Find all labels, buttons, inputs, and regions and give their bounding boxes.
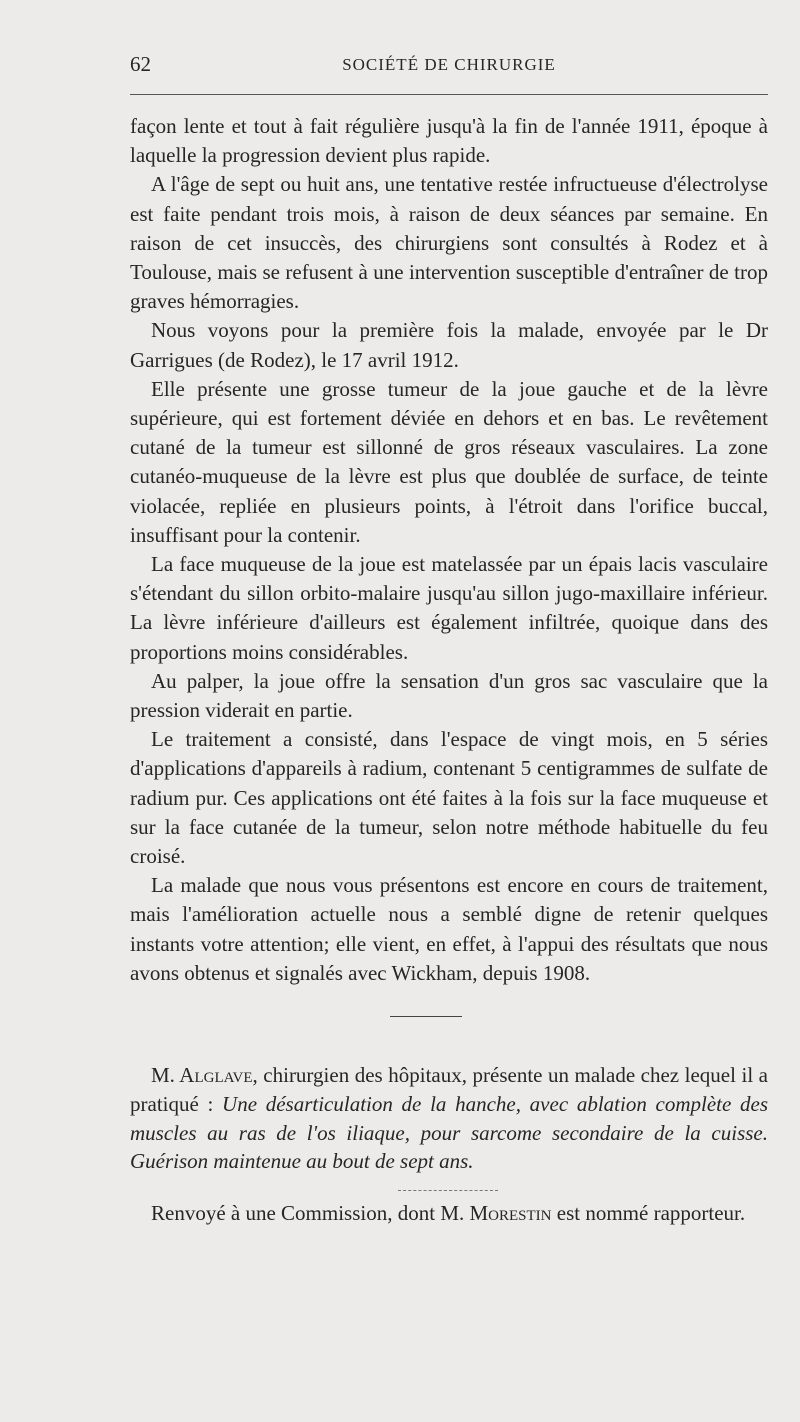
referral-paragraph <box>130 1199 768 1228</box>
paragraph: Le traitement a consisté, dans l'espace de vingt mois, en 5 séries d'applications d'appareils à radium, contenant 5 centigrammes de sulfate de radium pur. Ces applications ont été faites à la fois sur la face muqueuse et sur la face cutanée de la tumeur, selon notre méthode habituelle du feu croisé. <box>130 727 768 869</box>
running-head <box>130 52 768 80</box>
running-title: SOCIÉTÉ DE CHIRURGIE <box>342 55 556 74</box>
communication-section <box>130 1061 768 1228</box>
communication-paragraph <box>130 1061 768 1176</box>
paragraph: Elle présente une grosse tumeur de la joue gauche et de la lèvre supérieure, qui est fortement déviée en dehors et en bas. Le revêtement cutané de la tumeur est sillonné de gros réseaux vasculaires. La zone cutanéo-muqueuse de la lèvre est plus que doublée de surface, de teinte violacée, repliée en plusieurs points, à l'étroit dans l'orifice buccal, insuffisant pour la contenir. <box>130 376 768 547</box>
paragraph: La face muqueuse de la joue est matelassée par un épais lacis vasculaire s'étendant du sillon orbito-malaire jusqu'au sillon jugo-maxillaire inférieur. La lèvre inférieure d'ailleurs est également infiltrée, quoique dans des proportions moins considérables. <box>130 552 768 664</box>
section-separator <box>390 1016 462 1017</box>
rapporteur-name: Morestin <box>469 1201 552 1226</box>
paragraph: façon lente et tout à fait régulière jusqu'à la fin de l'année 1911, époque à laquelle la progression devient plus rapide. <box>130 114 768 168</box>
communication-title: Une désarticulation de la hanche, avec ablation complète des muscles au ras de l'os iliaque, pour sarcome secondaire de la cuisse. Guérison maintenue au bout de sept ans. <box>130 1091 769 1174</box>
referral-prefix: Renvoyé à une Commission, dont M. <box>151 1201 470 1226</box>
paragraph: A l'âge de sept ou huit ans, une tentative restée infructueuse d'électrolyse est faite pendant trois mois, à raison de deux séances par semaine. En raison de cet insuccès, des chirurgiens sont consultés à Rodez et à Toulouse, mais se refusent à une intervention susceptible d'entraîner de trop graves hémorragies. <box>130 172 768 314</box>
body-text <box>130 112 768 988</box>
paragraph: Nous voyons pour la première fois la malade, envoyée par le Dr Garrigues (de Rodez), le 17 avril 1912. <box>130 318 768 372</box>
end-rule <box>398 1190 498 1191</box>
header-rule <box>130 94 768 95</box>
presenter-name: M. Alglave <box>151 1063 253 1087</box>
presenter-role: , chirurgien des hôpitaux, présente un malade chez lequel il a pratiqué : <box>130 1063 768 1116</box>
referral-suffix: est nommé rapporteur. <box>551 1201 746 1226</box>
paragraph: La malade que nous vous présentons est encore en cours de traitement, mais l'amélioration actuelle nous a semblé digne de retenir quelques instants votre attention; elle vient, en effet, à l'appui des résultats que nous avons obtenus et signalés avec Wickham, depuis 1908. <box>130 873 768 985</box>
page-number: 62 <box>130 52 151 76</box>
paragraph: Au palper, la joue offre la sensation d'un gros sac vasculaire que la pression viderait en partie. <box>130 668 768 723</box>
